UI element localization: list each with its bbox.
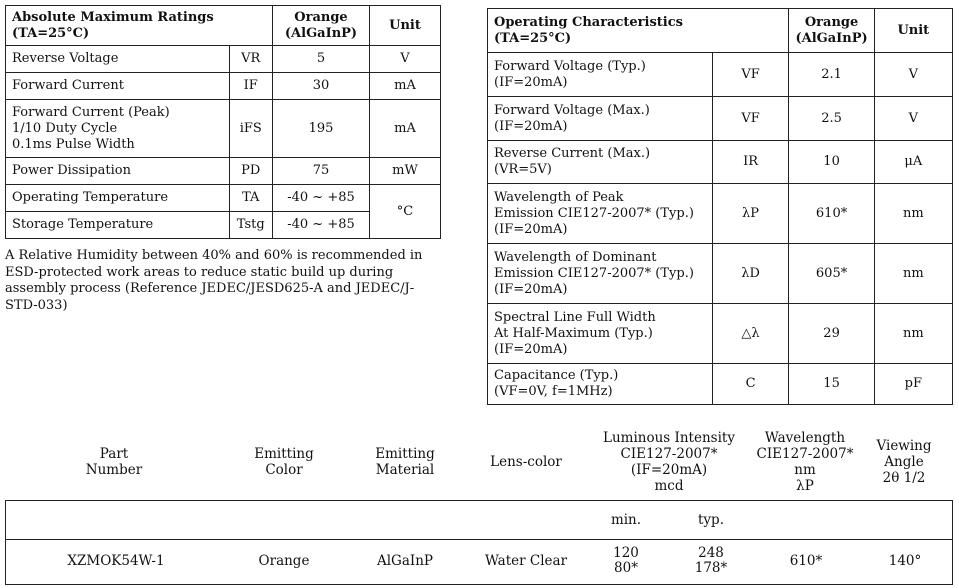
param-line: (IF=20mA) [494,118,568,134]
param-cell: Storage Temperature [6,212,230,239]
ops-title: Operating Characteristics [494,14,683,30]
param-line: (VR=5V) [494,162,552,177]
header-line: λP [796,478,814,494]
param-cell [488,53,713,97]
symbol-cell: iFS [229,100,273,158]
param-line: Emission CIE127-2007* (Typ.) [494,205,694,221]
emitting-material: AlGaInP [376,553,433,569]
param-cell: Operating Temperature [6,185,230,212]
table-row [6,73,441,100]
emitting-color: Orange [258,553,310,569]
header-viewing-angle [864,438,944,486]
param-line: Capacitance (Typ.) [494,368,619,383]
param-line: Spectral Line Full Width [494,309,656,325]
header-line: 2θ 1/2 [882,470,926,486]
abs-col-orange [273,6,370,46]
symbol-cell: VR [229,46,273,73]
unit-cell: μA [874,141,952,184]
table-row [6,158,441,185]
value-cell: 29 [789,304,874,364]
intensity-min [596,546,656,576]
param-line: Wavelength of Peak [494,189,624,205]
symbol-cell: λP [712,184,789,244]
header-line: Material [375,462,435,478]
value-cell: -40 ~ +85 [273,185,370,212]
param-cell [488,97,713,141]
symbol-cell: △λ [712,304,789,364]
symbol-cell: VF [712,53,789,97]
table-row [5,539,953,585]
symbol-cell: PD [229,158,273,185]
ops-col-unit: Unit [874,9,952,53]
header-line: Angle [884,454,924,470]
abs-condition: (TA=25°C) [12,25,90,41]
intensity-min-value: 80* [614,560,638,576]
wavelength-value: 610* [789,553,823,569]
value-cell: 195 [273,100,370,158]
abs-title: Absolute Maximum Ratings [12,9,214,25]
table-row [488,304,953,364]
symbol-cell: TA [229,185,273,212]
humidity-note: A Relative Humidity between 40% and 60% is recommended in ESD-protected work areas to reduce static build up during assembly process (Reference JEDEC/JESD625-A and JEDEC/J-STD-033) [5,248,423,313]
table-row [488,184,953,244]
abs-col-orange-sub: (AlGaInP) [284,25,358,41]
value-cell: 15 [789,364,874,405]
unit-cell: V [874,97,952,141]
param-line: (IF=20mA) [494,341,568,357]
header-line: (IF=20mA) [630,462,708,478]
param-line: Forward Voltage (Max.) [494,102,650,118]
header-line: Viewing [876,438,932,454]
table-row [488,364,953,405]
unit-cell: V [874,53,952,97]
header-line: Part [99,446,129,462]
part-number: XZMOK54W-1 [67,553,165,569]
ops-col-orange-sub: (AlGaInP) [795,30,868,46]
value-cell: 75 [273,158,370,185]
intensity-typ-value: 178* [694,560,728,576]
subheader-min: min. [610,512,642,528]
unit-cell: V [370,46,441,73]
unit-cell: nm [874,184,952,244]
header-line: mcd [654,478,684,494]
value-cell: 605* [789,244,874,304]
unit-cell: mA [370,100,441,158]
table-row [6,46,441,73]
symbol-cell: λD [712,244,789,304]
header-lens-color: Lens-color [490,454,562,470]
header-line: Number [85,462,143,478]
param-line: Forward Voltage (Typ.) [494,58,646,74]
header-line: Wavelength [764,430,846,446]
ops-condition: (TA=25°C) [494,30,572,46]
value-cell: 2.5 [789,97,874,141]
absolute-maximum-ratings-table [5,5,441,239]
param-cell [6,100,230,158]
param-line: (IF=20mA) [494,221,568,237]
header-line: nm [794,462,816,478]
unit-cell: nm [874,244,952,304]
param-cell: Reverse Voltage [6,46,230,73]
header-part [64,446,164,478]
param-line: Reverse Current (Max.) [494,146,651,161]
operating-characteristics-table [487,8,953,405]
param-cell: Power Dissipation [6,158,230,185]
table-row [488,53,953,97]
unit-cell: pF [874,364,952,405]
lens-color: Water Clear [484,553,568,569]
value-cell: 10 [789,141,874,184]
value-cell: 610* [789,184,874,244]
ops-col-orange [789,9,874,53]
param-cell: Forward Current [6,73,230,100]
header-line: Luminous Intensity [603,430,735,446]
value-cell: 30 [273,73,370,100]
param-cell [488,244,713,304]
header-emitting-material [355,446,455,478]
unit-cell: °C [370,185,441,239]
param-cell [488,184,713,244]
unit-cell: mW [370,158,441,185]
param-line: (IF=20mA) [494,281,568,297]
param-cell [488,304,713,364]
intensity-typ [681,546,741,576]
param-line: At Half-Maximum (Typ.) [494,325,653,341]
header-line: CIE127-2007* [756,446,854,462]
param-cell [488,141,713,184]
symbol-cell: C [712,364,789,405]
unit-cell: nm [874,304,952,364]
header-line: CIE127-2007* [620,446,718,462]
param-line: Emission CIE127-2007* (Typ.) [494,265,694,281]
table-row [488,141,953,184]
param-line: 0.1ms Pulse Width [12,136,135,152]
symbol-cell: IF [229,73,273,100]
symbol-cell: VF [712,97,789,141]
symbol-cell: Tstg [229,212,273,239]
abs-col-orange-label: Orange [294,9,348,25]
table-row [6,185,441,212]
table-row [6,100,441,158]
intensity-typ-value: 248 [698,545,724,561]
param-line: (VF=0V, f=1MHz) [494,384,613,399]
header-line: Emitting [254,446,314,462]
value-cell: -40 ~ +85 [273,212,370,239]
header-line: Color [265,462,303,478]
value-cell: 2.1 [789,53,874,97]
viewing-angle-value: 140° [888,553,922,569]
value-cell: 5 [273,46,370,73]
param-line: (IF=20mA) [494,74,568,90]
param-cell [488,364,713,405]
header-line: Emitting [375,446,435,462]
intensity-min-value: 120 [613,545,639,561]
param-line: 1/10 Duty Cycle [12,120,118,136]
abs-col-unit: Unit [370,6,441,46]
header-luminous-intensity [594,430,744,494]
header-wavelength [745,430,865,494]
ops-col-orange-label: Orange [804,14,859,30]
unit-cell: mA [370,73,441,100]
ops-title-cell [488,9,789,53]
subheader-row [5,500,953,540]
table-row [488,244,953,304]
param-line: Forward Current (Peak) [12,104,170,120]
abs-title-cell [6,6,273,46]
table-row [488,97,953,141]
symbol-cell: IR [712,141,789,184]
subheader-typ: typ. [698,512,724,528]
header-emitting-color [234,446,334,478]
param-line: Wavelength of Dominant [494,249,657,265]
